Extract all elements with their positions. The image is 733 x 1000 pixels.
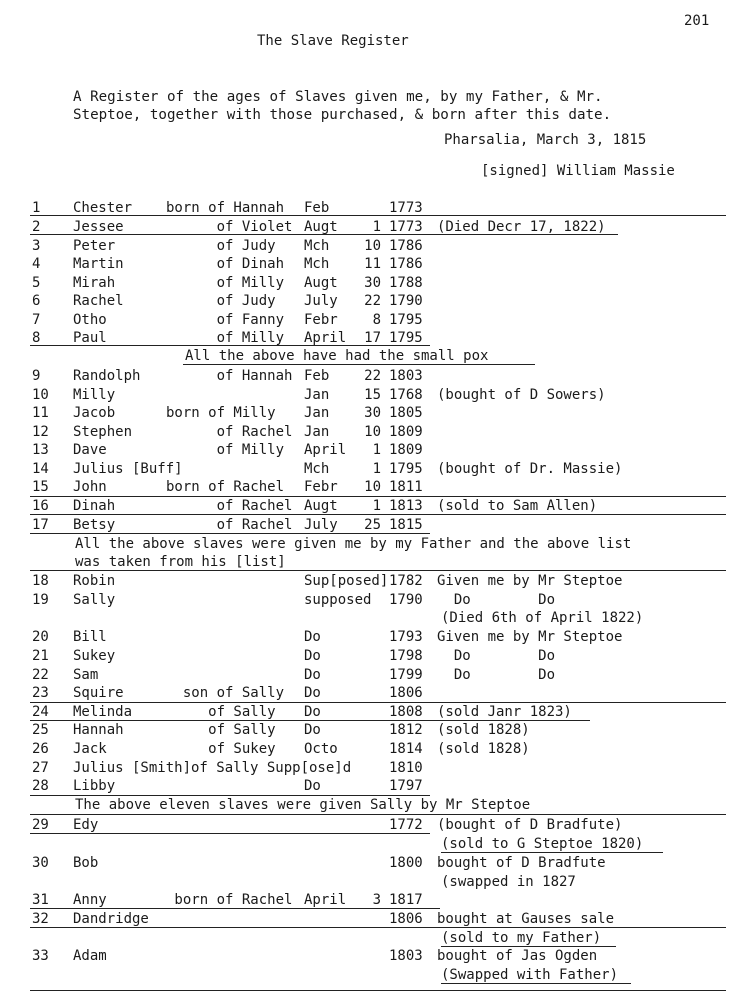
register-cell-mon: Do: [304, 629, 321, 645]
rule: [30, 833, 430, 834]
register-cell-name: Stephen: [73, 424, 133, 440]
register-cell-day: 10: [364, 424, 381, 440]
register-cell-name: Milly: [73, 387, 116, 403]
register-cell-num: 21: [32, 648, 49, 664]
register-cell-mon: Febr: [304, 312, 338, 328]
register-cell-mon: Feb: [304, 200, 330, 216]
register-row: [0, 478, 733, 496]
register-cell-mon: Do: [304, 704, 321, 720]
register-cell-mon: Jan: [304, 387, 330, 403]
rule: [30, 570, 726, 571]
register-row: [0, 591, 733, 609]
register-cell-yr: 1768: [389, 387, 423, 403]
register-cell-yr: 1793: [389, 629, 423, 645]
register-cell-mon: Do: [304, 722, 321, 738]
intro-line-1: A Register of the ages of Slaves given me, by my Father, & Mr.: [73, 89, 603, 105]
register-cell-num: 29: [32, 817, 49, 833]
register-cell-name: Bill: [73, 629, 107, 645]
register-cell-name: Martin: [73, 256, 124, 272]
register-row: [0, 947, 733, 965]
register-cell-rel: born of Milly: [166, 405, 276, 421]
register-cell-name: Anny: [73, 892, 107, 908]
register-cell-yr: 1790: [389, 293, 423, 309]
register-row: [0, 441, 733, 459]
register-cell-mon: Augt: [304, 219, 338, 235]
register-cell-yr: 1795: [389, 330, 423, 346]
rule: [30, 990, 726, 991]
register-cell-num: 24: [32, 704, 49, 720]
register-cell-rel: of Dinah: [166, 256, 285, 272]
register-cell-yr: 1806: [389, 911, 423, 927]
register-cell-mon: July: [304, 293, 338, 309]
register-cell-note: (bought of D Bradfute): [437, 817, 623, 833]
register-cell-yr: 1773: [389, 200, 423, 216]
register-cell-name: Dinah: [73, 498, 116, 514]
register-cell-name: Chester: [73, 200, 133, 216]
register-cell-yr: 1817: [389, 892, 423, 908]
rule: [30, 234, 618, 235]
register-cell-note: (sold 1828): [437, 741, 530, 757]
register-cell-note: Do Do: [437, 592, 556, 608]
register-cell-mon: April: [304, 892, 347, 908]
register-cell-mon: Mch: [304, 238, 330, 254]
register-cell-num: 27: [32, 760, 49, 776]
register-row: [0, 516, 733, 534]
register-row: [0, 292, 733, 310]
register-cell-rel: born of Rachel: [166, 892, 293, 908]
register-cell-name: Hannah: [73, 722, 124, 738]
register-cell-num: 30: [32, 855, 49, 871]
register-cell-num: 20: [32, 629, 49, 645]
register-cell-mon: Mch: [304, 461, 330, 477]
register-cell-name: Otho: [73, 312, 107, 328]
register-cell-name: Sukey: [73, 648, 116, 664]
register-cell-rel: of Milly: [166, 275, 285, 291]
register-cell-name: Julius [Smith]of Sally Supp[ose]d: [73, 760, 352, 776]
register-cell-day: 1: [372, 498, 381, 514]
register-cell-rel: of Hannah: [166, 368, 293, 384]
register-cell-day: 11: [364, 256, 381, 272]
register-row: [0, 684, 733, 702]
register-cell-name: Melinda: [73, 704, 133, 720]
register-cell-name: Rachel: [73, 293, 124, 309]
register-cell-yr: 1795: [389, 312, 423, 328]
register-cell-yr: 1808: [389, 704, 423, 720]
register-row: [0, 274, 733, 292]
register-cell-yr: 1812: [389, 722, 423, 738]
rule: [441, 983, 631, 984]
register-cell-mon: Augt: [304, 498, 338, 514]
register-cell-num: 16: [32, 498, 49, 514]
register-row: [0, 460, 733, 478]
register-cell-note: (bought of D Sowers): [437, 387, 606, 403]
register-cell-day: 3: [372, 892, 381, 908]
register-cell-name: Peter: [73, 238, 116, 254]
register-cell-num: 7: [32, 312, 41, 328]
register-cell-name: Jacob: [73, 405, 116, 421]
register-cell-mon: July: [304, 517, 338, 533]
register-cell-yr: 1806: [389, 685, 423, 701]
register-cell-name: Paul: [73, 330, 107, 346]
register-row: [0, 404, 733, 422]
register-cell-name: Randolph: [73, 368, 141, 384]
rule: [30, 496, 726, 497]
register-cell-num: 32: [32, 911, 49, 927]
register-cell-mon: Mch: [304, 256, 330, 272]
register-cell-rel: of Sukey: [166, 741, 276, 757]
register-cell-mon: Do: [304, 685, 321, 701]
register-cell-name: Sam: [73, 667, 99, 683]
note-adam-swapped: (Swapped with Father): [441, 967, 619, 983]
register-cell-num: 26: [32, 741, 49, 757]
register-cell-rel: son of Sally: [166, 685, 285, 701]
register-cell-name: Adam: [73, 948, 107, 964]
register-cell-yr: 1809: [389, 442, 423, 458]
register-cell-mon: Do: [304, 648, 321, 664]
register-cell-day: 25: [364, 517, 381, 533]
register-cell-note: bought at Gauses sale: [437, 911, 615, 927]
register-cell-name: Libby: [73, 778, 116, 794]
register-cell-rel: of Rachel: [166, 517, 293, 533]
register-cell-name: John: [73, 479, 107, 495]
rule: [441, 946, 616, 947]
register-cell-yr: 1798: [389, 648, 423, 664]
rule: [30, 814, 726, 815]
register-cell-yr: 1813: [389, 498, 423, 514]
register-cell-rel: of Judy: [166, 293, 276, 309]
register-row: [0, 628, 733, 646]
rule: [30, 514, 726, 515]
register-cell-num: 23: [32, 685, 49, 701]
register-cell-num: 14: [32, 461, 49, 477]
register-cell-yr: 1786: [389, 256, 423, 272]
register-cell-yr: 1790: [389, 592, 423, 608]
register-cell-note: Do Do: [437, 648, 556, 664]
register-cell-day: 1: [372, 442, 381, 458]
register-cell-name: Jack: [73, 741, 107, 757]
register-cell-rel: of Fanny: [166, 312, 285, 328]
register-cell-name: Sally: [73, 592, 116, 608]
register-cell-rel: born of Rachel: [166, 479, 285, 495]
register-row: [0, 759, 733, 777]
register-cell-mon: Feb: [304, 368, 330, 384]
register-cell-num: 15: [32, 479, 49, 495]
register-cell-num: 6: [32, 293, 41, 309]
register-cell-yr: 1786: [389, 238, 423, 254]
register-cell-mon: Sup[posed]: [304, 573, 389, 589]
register-cell-mon: Jan: [304, 405, 330, 421]
register-row: [0, 647, 733, 665]
register-cell-note: (Died Decr 17, 1822): [437, 219, 606, 235]
register-row: [0, 891, 733, 909]
register-cell-name: Squire: [73, 685, 124, 701]
register-cell-num: 13: [32, 442, 49, 458]
register-cell-day: 1: [372, 461, 381, 477]
register-cell-rel: of Milly: [166, 442, 285, 458]
register-row: [0, 777, 733, 795]
register-cell-num: 5: [32, 275, 41, 291]
register-cell-day: 10: [364, 238, 381, 254]
register-cell-mon: Jan: [304, 424, 330, 440]
register-cell-day: 8: [372, 312, 381, 328]
register-row: [0, 423, 733, 441]
register-cell-num: 22: [32, 667, 49, 683]
register-cell-day: 17: [364, 330, 381, 346]
register-cell-day: 10: [364, 479, 381, 495]
register-cell-day: 30: [364, 275, 381, 291]
register-cell-name: Betsy: [73, 517, 116, 533]
register-cell-yr: 1799: [389, 667, 423, 683]
register-row: [0, 816, 733, 834]
intro-line-2: Steptoe, together with those purchased, & born after this date.: [73, 107, 612, 123]
register-cell-note: Given me by Mr Steptoe: [437, 629, 623, 645]
register-cell-name: Bob: [73, 855, 99, 871]
register-cell-yr: 1800: [389, 855, 423, 871]
register-cell-num: 10: [32, 387, 49, 403]
note-given-father-1: All the above slaves were given me by my Father and the above list: [75, 536, 632, 552]
register-cell-num: 12: [32, 424, 49, 440]
register-cell-rel: of Sally: [166, 722, 276, 738]
register-cell-yr: 1803: [389, 368, 423, 384]
rule: [30, 908, 440, 909]
register-row: [0, 572, 733, 590]
register-cell-yr: 1772: [389, 817, 423, 833]
register-row: [0, 255, 733, 273]
register-cell-name: Julius [Buff]: [73, 461, 183, 477]
register-cell-rel: of Violet: [166, 219, 293, 235]
register-cell-rel: of Sally: [166, 704, 276, 720]
note-given-father-2: was taken from his [list]: [75, 554, 286, 570]
register-row: [0, 666, 733, 684]
register-cell-yr: 1809: [389, 424, 423, 440]
register-cell-name: Dave: [73, 442, 107, 458]
register-cell-yr: 1773: [389, 219, 423, 235]
register-cell-num: 33: [32, 948, 49, 964]
note-bob-swapped: (swapped in 1827: [441, 874, 576, 890]
register-row: [0, 367, 733, 385]
register-cell-num: 3: [32, 238, 41, 254]
register-cell-note: bought of Jas Ogden: [437, 948, 598, 964]
register-row: [0, 740, 733, 758]
register-cell-yr: 1788: [389, 275, 423, 291]
register-cell-day: 15: [364, 387, 381, 403]
register-row: [0, 721, 733, 739]
rule: [30, 795, 430, 796]
register-row: [0, 497, 733, 515]
rule: [30, 702, 726, 703]
note-steptoe-eleven: The above eleven slaves were given Sally by Mr Steptoe: [75, 797, 531, 813]
register-cell-name: Mirah: [73, 275, 116, 291]
register-cell-note: Do Do: [437, 667, 556, 683]
register-row: [0, 854, 733, 872]
register-cell-note: (sold Janr 1823): [437, 704, 572, 720]
place-date: Pharsalia, March 3, 1815: [444, 132, 647, 148]
register-cell-mon: Do: [304, 667, 321, 683]
rule: [30, 720, 590, 721]
page-number: 201: [684, 13, 710, 29]
note-small-pox: All the above have had the small pox: [185, 348, 489, 364]
rule: [183, 364, 535, 365]
register-cell-note: Given me by Mr Steptoe: [437, 573, 623, 589]
register-cell-yr: 1810: [389, 760, 423, 776]
register-cell-name: Dandridge: [73, 911, 149, 927]
register-cell-num: 4: [32, 256, 41, 272]
rule: [30, 345, 430, 346]
register-cell-yr: 1814: [389, 741, 423, 757]
rule: [30, 215, 726, 216]
register-cell-mon: Octo: [304, 741, 338, 757]
register-cell-note: (sold to Sam Allen): [437, 498, 598, 514]
register-cell-num: 11: [32, 405, 49, 421]
register-cell-num: 2: [32, 219, 41, 235]
register-cell-name: Edy: [73, 817, 99, 833]
register-cell-day: 22: [364, 368, 381, 384]
register-row: [0, 386, 733, 404]
register-cell-num: 19: [32, 592, 49, 608]
register-cell-yr: 1795: [389, 461, 423, 477]
register-cell-note: (bought of Dr. Massie): [437, 461, 623, 477]
register-row: [0, 910, 733, 928]
register-cell-num: 1: [32, 200, 41, 216]
note-sally-died: (Died 6th of April 1822): [441, 610, 644, 626]
register-cell-name: Jessee: [73, 219, 124, 235]
register-cell-num: 31: [32, 892, 49, 908]
register-cell-yr: 1815: [389, 517, 423, 533]
register-cell-mon: Do: [304, 778, 321, 794]
register-cell-day: 1: [372, 219, 381, 235]
register-cell-mon: April: [304, 442, 347, 458]
register-cell-num: 17: [32, 517, 49, 533]
rule: [441, 852, 663, 853]
register-cell-note: bought of D Bradfute: [437, 855, 606, 871]
note-edy-sold: (sold to G Steptoe 1820): [441, 836, 644, 852]
register-cell-rel: of Rachel: [166, 498, 293, 514]
register-cell-rel: of Rachel: [166, 424, 293, 440]
register-row: [0, 237, 733, 255]
register-row: [0, 311, 733, 329]
register-cell-mon: Febr: [304, 479, 338, 495]
register-cell-yr: 1803: [389, 948, 423, 964]
register-cell-num: 25: [32, 722, 49, 738]
register-cell-mon: Augt: [304, 275, 338, 291]
register-cell-yr: 1797: [389, 778, 423, 794]
signature: [signed] William Massie: [481, 163, 675, 179]
register-cell-day: 22: [364, 293, 381, 309]
register-cell-note: (sold 1828): [437, 722, 530, 738]
register-cell-mon: April: [304, 330, 347, 346]
register-cell-mon: supposed: [304, 592, 372, 608]
register-cell-num: 8: [32, 330, 41, 346]
register-row: [0, 703, 733, 721]
register-cell-rel: of Judy: [166, 238, 276, 254]
register-cell-num: 9: [32, 368, 41, 384]
register-cell-yr: 1805: [389, 405, 423, 421]
register-cell-name: Robin: [73, 573, 116, 589]
rule: [30, 927, 726, 928]
register-cell-num: 28: [32, 778, 49, 794]
page-title: The Slave Register: [257, 33, 409, 49]
register-cell-rel: born of Hannah: [166, 200, 285, 216]
register-cell-day: 30: [364, 405, 381, 421]
register-cell-rel: of Milly: [166, 330, 285, 346]
rule: [30, 533, 430, 534]
register-cell-yr: 1782: [389, 573, 423, 589]
register-cell-yr: 1811: [389, 479, 423, 495]
register-cell-num: 18: [32, 573, 49, 589]
note-dandridge-sold: (sold to my Father): [441, 930, 602, 946]
